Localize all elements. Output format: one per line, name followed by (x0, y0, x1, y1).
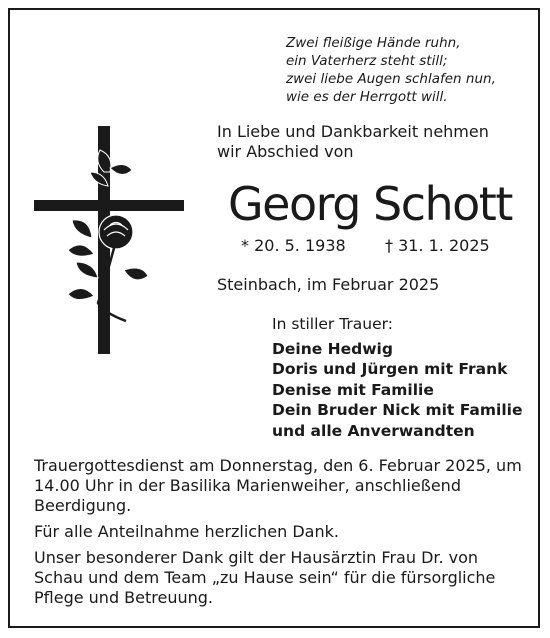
poem-line: wie es der Herrgott will. (286, 89, 448, 105)
intro-text (217, 122, 489, 162)
intro-line: In Liebe und Dankbarkeit nehmen (217, 122, 489, 141)
mourner-line: Dein Bruder Nick mit Familie (272, 401, 523, 419)
thanks-paragraph: Für alle Anteilnahme herzlichen Dank. (34, 522, 339, 541)
place-and-date: Steinbach, im Februar 2025 (217, 275, 440, 294)
special-thanks-paragraph: Unser besonderer Dank gilt der Hausärztin Frau Dr. von Schau und dem Team „zu Hause sein“ für die fürsorgliche Pflege und Betreuung. (34, 548, 496, 607)
birth-date: * 20. 5. 1938 (241, 236, 346, 255)
poem (286, 34, 496, 106)
deceased-name: Georg Schott (228, 177, 512, 231)
service-paragraph: Trauergottesdienst am Donnerstag, den 6. Februar 2025, um 14.00 Uhr in der Basilika Marienweiher, anschließend Beerdigung. (34, 456, 522, 515)
mourners-heading: In stiller Trauer: (272, 315, 393, 333)
mourner-line: Denise mit Familie (272, 380, 434, 399)
intro-line: wir Abschied von (217, 142, 354, 161)
mourner-line: Doris und Jürgen mit Frank (272, 360, 508, 378)
poem-line: ein Vaterherz steht still; (286, 53, 448, 69)
mourner-line: Deine Hedwig (272, 339, 393, 358)
cross-with-rose-icon (34, 126, 184, 358)
mourner-line: und alle Anverwandten (272, 421, 475, 440)
poem-line: zwei liebe Augen schlafen nun, (286, 71, 496, 87)
service-and-thanks (34, 456, 524, 614)
poem-line: Zwei fleißige Hände ruhn, (286, 35, 461, 51)
death-date: † 31. 1. 2025 (385, 236, 490, 255)
mourners-block (272, 314, 522, 441)
